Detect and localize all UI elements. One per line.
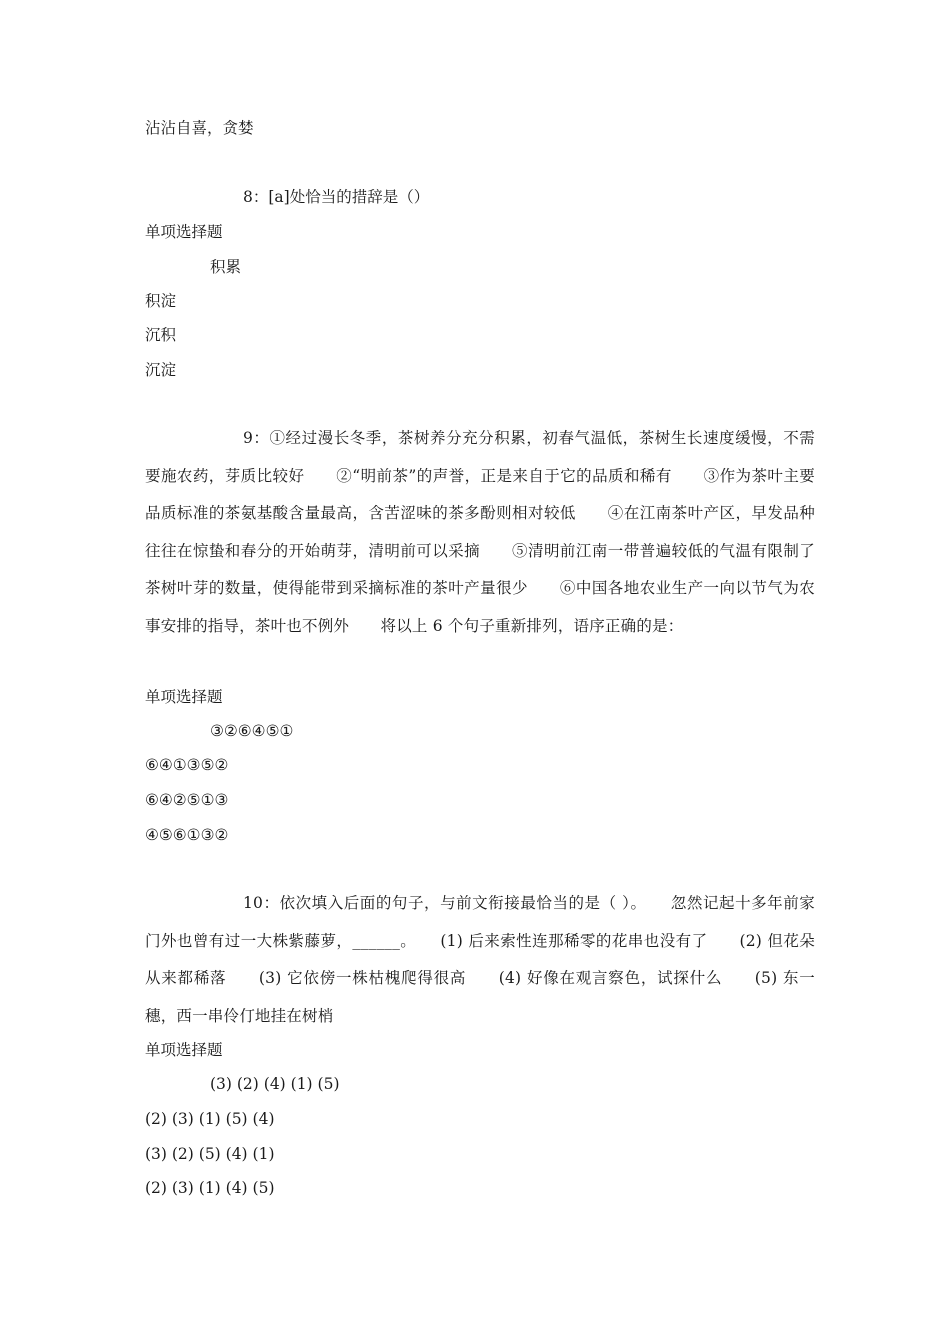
question-8-option-d[interactable]: 沉淀 xyxy=(145,361,177,379)
question-10-option-b[interactable]: (2) (3) (1) (5) (4) xyxy=(145,1110,275,1128)
question-9-type: 单项选择题 xyxy=(145,688,223,706)
question-8-stem: 8：[a]处恰当的措辞是（） xyxy=(243,188,430,206)
question-10-stem: 10：依次填入后面的句子，与前文衔接最恰当的是（ ）。 忽然记起十多年前家门外也曾有过一大株紫藤萝，______。 (1) 后来索性连那稀零的花串也没有了 (2) 但花朵从来都稀落 (3) 它依傍一株枯槐爬得很高 (4) 好像在观言察色，试探什么 (5) 东一穗，西一串伶仃地挂在树梢 xyxy=(145,894,815,1025)
question-8-option-c[interactable]: 沉积 xyxy=(145,326,177,344)
question-10-option-a[interactable]: (3) (2) (4) (1) (5) xyxy=(210,1075,340,1093)
question-10-type: 单项选择题 xyxy=(145,1041,223,1059)
question-9-stem: 9：①经过漫长冬季，茶树养分充分积累，初春气温低，茶树生长速度缓慢，不需要施农药，芽质比较好 ②“明前茶”的声誉，正是来自于它的品质和稀有 ③作为茶叶主要品质标准的茶氨基酸含量最高，含苦涩味的茶多酚则相对较低 ④在江南茶叶产区，早发品种往往在惊蛰和春分的开始萌芽，清明前可以采摘 ⑤清明前江南一带普遍较低的气温有限制了茶树叶芽的数量，使得能带到采摘标准的茶叶产量很少 ⑥中国各地农业生产一向以节气为农事安排的指导，茶叶也不例外 将以上 6 个句子重新排列，语序正确的是： xyxy=(145,429,815,635)
question-8-option-b[interactable]: 积淀 xyxy=(145,292,177,310)
question-9-option-d[interactable]: ④⑤⑥①③② xyxy=(145,826,229,844)
question-8-option-a[interactable]: 积累 xyxy=(210,258,242,276)
question-9-option-a[interactable]: ③②⑥④⑤① xyxy=(210,722,294,740)
question-9-option-c[interactable]: ⑥④②⑤①③ xyxy=(145,791,229,809)
question-10-option-d[interactable]: (2) (3) (1) (4) (5) xyxy=(145,1179,275,1197)
question-9-option-b[interactable]: ⑥④①③⑤② xyxy=(145,756,229,774)
question-8-type: 单项选择题 xyxy=(145,223,223,241)
top-fragment: 沾沾自喜，贪婪 xyxy=(145,119,254,137)
question-10-option-c[interactable]: (3) (2) (5) (4) (1) xyxy=(145,1145,275,1163)
